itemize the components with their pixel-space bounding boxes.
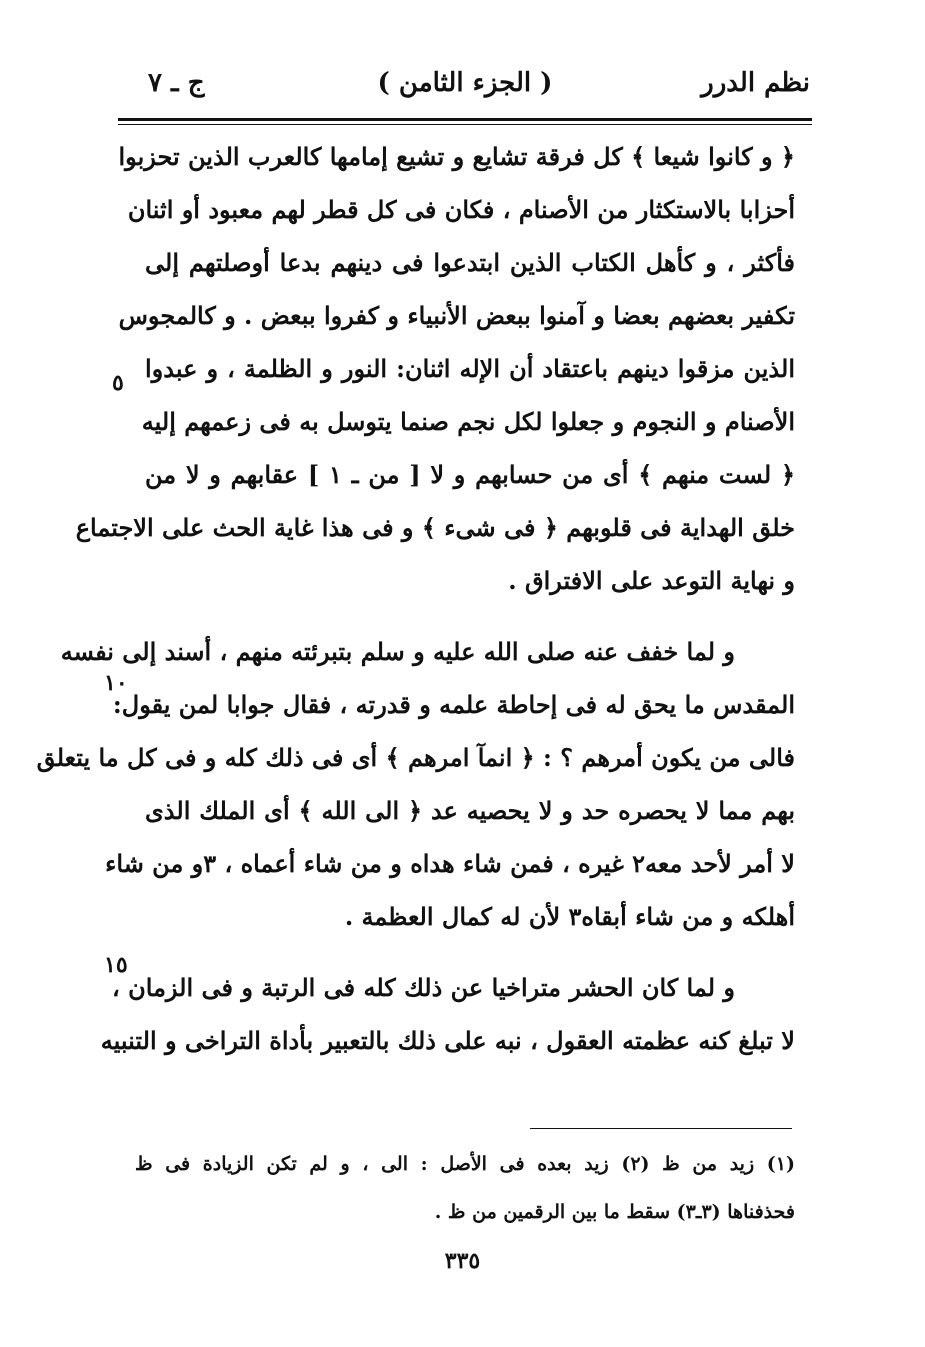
text-line: فأكثر ، و كأهل الكتاب الذين ابتدعوا فى دينهم بدعا أوصلتهم إلى <box>145 248 795 277</box>
line-number-15: ١٥ <box>104 952 128 978</box>
header-rule <box>118 118 812 121</box>
text-line: و لما خفف عنه صلى الله عليه و سلم بتبرئته منهم ، أسند إلى نفسه <box>60 637 735 666</box>
line-number-5: ٥ <box>112 370 124 396</box>
header-rule-thin <box>118 124 812 125</box>
text-line: فالى من يكون أمرهم ؟ : ﴿ انمآ امرهم ﴾ أى فى ذلك كله و فى كل ما يتعلق <box>36 743 795 772</box>
text-line: أحزابا بالاستكثار من الأصنام ، فكان فى كل قطر لهم معبود أو اثنان <box>127 195 795 224</box>
page-number: ٣٣٥ <box>444 1248 481 1274</box>
part-label: ( الجزء الثامن ) <box>377 68 553 98</box>
footnotes <box>135 1140 795 1236</box>
text-line: الأصنام و النجوم و جعلوا لكل نجم صنما يتوسل به فى زعمهم إليه <box>141 407 795 436</box>
text-line: لا أمر لأحد معه٢ غيره ، فمن شاء هداه و من شاء أعماه ، ٣و من شاء <box>105 849 795 878</box>
text-line: أهلكه و من شاء أبقاه٣ لأن له كمال العظمة . <box>344 902 795 931</box>
footnote-rule <box>530 1128 792 1129</box>
volume-label: ج ـ ٧ <box>148 68 205 98</box>
text-line: خلق الهداية فى قلوبهم ﴿ فى شىء ﴾ و فى هذا غاية الحث على الاجتماع <box>75 513 795 542</box>
text-line: الذين مزقوا دينهم باعتقاد أن الإله اثنان: النور و الظلمة ، و عبدوا <box>145 354 795 383</box>
text-line: ﴿ لست منهم ﴾ أى من حسابهم و لا [ من ـ ١ ] عقابهم و لا من <box>145 460 796 489</box>
text-line: تكفير بعضهم بعضا و آمنوا ببعض الأنبياء و كفروا ببعض . و كالمجوس <box>118 301 795 330</box>
text-line: و نهاية التوعد على الافتراق . <box>508 566 795 595</box>
text-line: بهم مما لا يحصره حد و لا يحصيه عد ﴿ الى الله ﴾ أى الملك الذى <box>145 796 796 825</box>
text-line: ﴿ و كانوا شيعا ﴾ كل فرقة تشايع و تشيع إمامها كالعرب الذين تحزبوا <box>118 142 795 171</box>
book-title: نظم الدرر <box>701 68 810 98</box>
text-line: لا تبلغ كنه عظمته العقول ، نبه على ذلك بالتعبير بأداة التراخى و التنبيه <box>100 1026 795 1055</box>
text-line: المقدس ما يحق له فى إحاطة علمه و قدرته ، فقال جوابا لمن يقول: <box>112 690 795 719</box>
running-header <box>120 68 810 112</box>
footnote-line: (١) زيد من ظ (٢) زيد بعده فى الأصل : الى ، و لم تكن الزيادة فى ظ <box>135 1153 795 1175</box>
text-line: و لما كان الحشر متراخيا عن ذلك كله فى الرتبة و فى الزمان ، <box>112 973 735 1002</box>
line-number-10: ١٠ <box>104 670 128 696</box>
footnote-line: فحذفناها (٣ـ٣) سقط ما بين الرقمين من ظ . <box>434 1201 795 1223</box>
